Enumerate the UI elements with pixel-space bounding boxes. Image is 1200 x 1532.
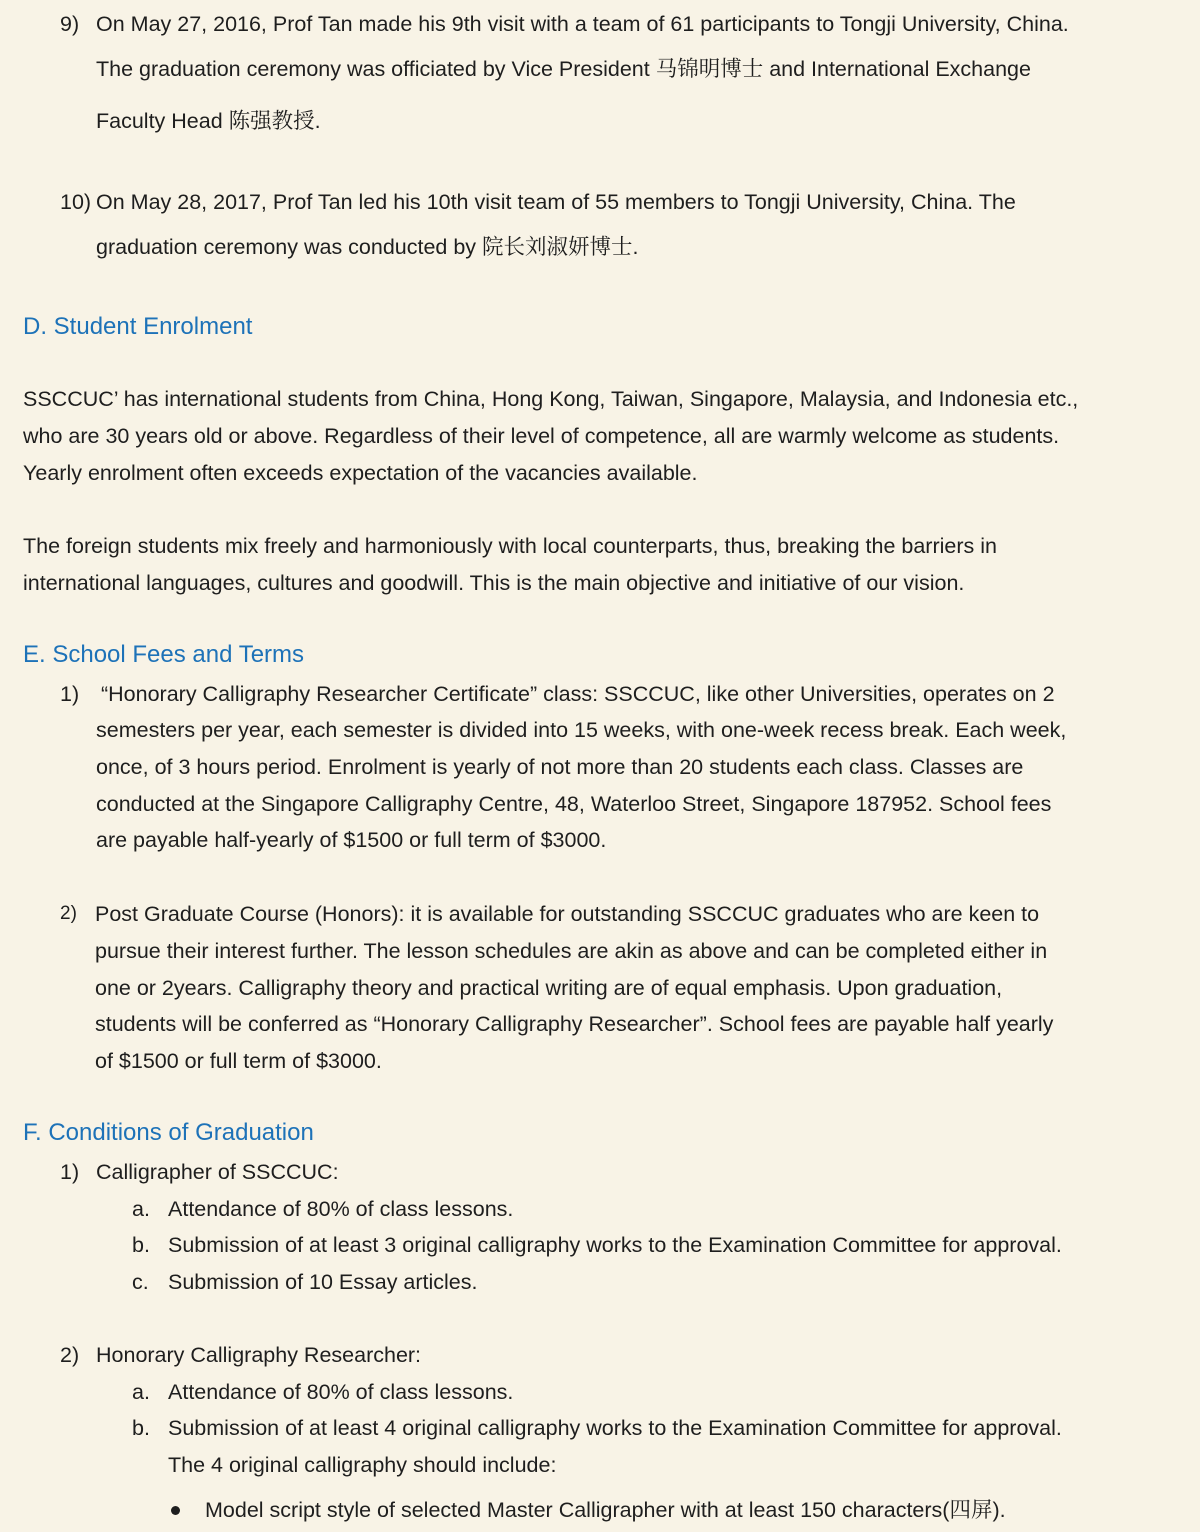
sub-letter: b. (132, 1416, 150, 1440)
sub-item-text: Attendance of 80% of class lessons. (168, 1197, 514, 1221)
list-number: 1) (60, 682, 80, 706)
text-line: once, of 3 hours period. Enrolment is yearly of not more than 20 students each class. Classes are (96, 755, 1024, 779)
list-number: 1) (60, 1160, 80, 1184)
text-line: students will be conferred as “Honorary Calligraphy Researcher”. School fees are payable half yearly (95, 1012, 1054, 1036)
list-number: 2) (60, 903, 77, 924)
bullet-dot (171, 1506, 180, 1515)
text-line: semesters per year, each semester is divided into 15 weeks, with one-week recess break. Each week, (96, 718, 1067, 742)
text-line: The graduation ceremony was officiated by Vice President 马锦明博士 and International Exchange (96, 57, 1031, 81)
text-line: one or 2years. Calligraphy theory and practical writing are of equal emphasis. Upon graduation, (95, 976, 1003, 1000)
sub-item-text: Submission of 10 Essay articles. (168, 1270, 478, 1294)
section-heading-conditions-of-graduation: F. Conditions of Graduation (23, 1119, 314, 1146)
list-item-title: Calligrapher of SSCCUC: (96, 1160, 339, 1184)
text-line: Faculty Head 陈强教授. (96, 109, 321, 133)
text-line: conducted at the Singapore Calligraphy Centre, 48, Waterloo Street, Singapore 187952. School fees (96, 792, 1052, 816)
text-line: On May 27, 2016, Prof Tan made his 9th visit with a team of 61 participants to Tongji University, China. (96, 12, 1069, 36)
sub-letter: b. (132, 1233, 150, 1257)
sub-item-text: Submission of at least 3 original calligraphy works to the Examination Committee for approval. (168, 1233, 1062, 1257)
text-line: Post Graduate Course (Honors): it is available for outstanding SSCCUC graduates who are keen to (95, 902, 1040, 926)
sub-item-text: Attendance of 80% of class lessons. (168, 1380, 514, 1404)
text-line: “Honorary Calligraphy Researcher Certificate” class: SSCCUC, like other Universities, operates on 2 (101, 682, 1055, 706)
sub-item-continuation: The 4 original calligraphy should include: (168, 1453, 557, 1477)
text-line: The foreign students mix freely and harmoniously with local counterparts, thus, breaking the barriers in (23, 534, 997, 558)
section-heading-student-enrolment: D. Student Enrolment (23, 313, 253, 340)
list-number: 9) (60, 12, 80, 36)
text-line: who are 30 years old or above. Regardless of their level of competence, all are warmly welcome as students. (23, 424, 1060, 448)
text-line: of $1500 or full term of $3000. (95, 1049, 382, 1073)
list-number: 2) (60, 1343, 80, 1367)
sub-item-text: Submission of at least 4 original calligraphy works to the Examination Committee for approval. (168, 1416, 1062, 1440)
text-line: Yearly enrolment often exceeds expectation of the vacancies available. (23, 461, 698, 485)
text-line: SSCCUC’ has international students from China, Hong Kong, Taiwan, Singapore, Malaysia, and Indonesia etc., (23, 387, 1079, 411)
bullet-text: Model script style of selected Master Calligrapher with at least 150 characters(四屏). (205, 1498, 1006, 1522)
sub-letter: a. (132, 1380, 150, 1404)
sub-letter: c. (132, 1270, 149, 1294)
text-line: are payable half-yearly of $1500 or full term of $3000. (96, 828, 607, 852)
section-heading-school-fees: E. School Fees and Terms (23, 641, 305, 668)
text-line: pursue their interest further. The lesson schedules are akin as above and can be completed either in (95, 939, 1048, 963)
list-number: 10) (60, 190, 92, 214)
text-line: international languages, cultures and goodwill. This is the main objective and initiative of our vision. (23, 571, 965, 595)
text-line: graduation ceremony was conducted by 院长刘淑妍博士. (96, 235, 639, 259)
sub-letter: a. (132, 1197, 150, 1221)
text-line: On May 28, 2017, Prof Tan led his 10th visit team of 55 members to Tongji University, China. The (96, 190, 1016, 214)
list-item-title: Honorary Calligraphy Researcher: (96, 1343, 422, 1367)
